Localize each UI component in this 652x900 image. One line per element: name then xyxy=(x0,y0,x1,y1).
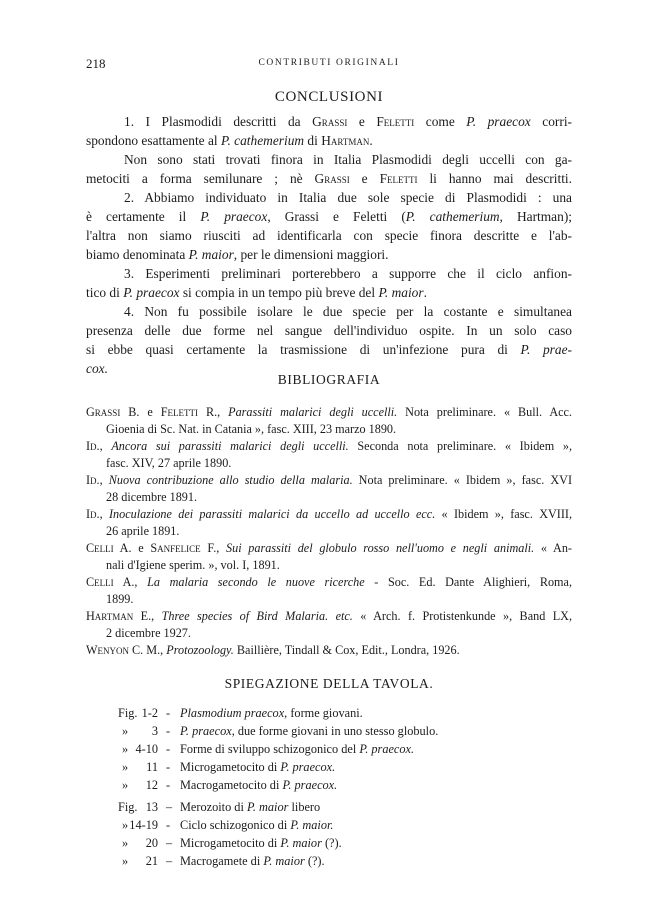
conclusion-line: 2. Abbiamo individuato in Italia due sole specie di Plasmodidi : una xyxy=(124,190,572,205)
conclusions-title: CONCLUSIONI xyxy=(274,89,384,105)
bibliography-entry-cont: fasc. XIV, 27 aprile 1890. xyxy=(106,456,232,470)
figure-mark: » xyxy=(122,742,129,756)
conclusion-line: metociti a forma semilunare ; nè Grassi e Feletti li hanno mai descritti. xyxy=(86,171,572,186)
figure-mark: Fig. xyxy=(118,706,138,720)
conclusion-line: 3. Esperimenti preliminari porterebbero a supporre che il ciclo anfion- xyxy=(124,266,572,281)
figure-number: 4-10 xyxy=(135,742,158,756)
running-header xyxy=(86,56,572,74)
bibliography-entry: Wenyon C. M., Protozoology. Baillière, Tindall & Cox, Edit., Londra, 1926. xyxy=(86,643,460,657)
figure-dash: - xyxy=(166,760,171,774)
conclusion-line: presenza delle due forme nel sangue dell'individuo ospite. In un solo caso xyxy=(86,323,572,338)
figure-number: 21 xyxy=(145,854,158,868)
figure-description: Forme di sviluppo schizogonico del P. praecox. xyxy=(180,742,415,756)
figure-dash: – xyxy=(166,854,173,868)
bibliography-entry: Id., Inoculazione dei parassiti malarici da uccello ad uccello ecc. « Ibidem », fasc. XVIII, xyxy=(86,507,573,521)
conclusion-line: Non sono stati trovati finora in Italia Plasmodidi degli uccelli con ga- xyxy=(124,152,572,167)
figure-mark: » xyxy=(122,854,129,868)
page-number: 218 xyxy=(86,56,106,71)
figure-description: Microgametocito di P. maior (?). xyxy=(180,836,342,850)
figure-number: 3 xyxy=(151,724,158,738)
bibliography-entry: Celli A., La malaria secondo le nuove ricerche - Soc. Ed. Dante Alighieri, Roma, xyxy=(86,575,572,589)
conclusion-line: è certamente il P. praecox, Grassi e Feletti (P. cathemerium, Hartman); xyxy=(86,209,573,224)
figure-number: 1-2 xyxy=(141,706,158,720)
figure-number: 11 xyxy=(146,760,158,774)
figure-mark: Fig. xyxy=(118,800,138,814)
bibliography-entry: Grassi B. e Feletti R., Parassiti malarici degli uccelli. Nota preliminare. « Bull. Acc. xyxy=(86,405,572,419)
bibliography-entry-cont: 1899. xyxy=(106,592,134,606)
figure-description: Macrogametocito di P. praecox. xyxy=(180,778,338,792)
figure-dash: - xyxy=(166,706,171,720)
bibliography-entry-cont: 28 dicembre 1891. xyxy=(106,490,198,504)
figure-dash: - xyxy=(166,742,171,756)
figure-dash: – xyxy=(166,836,173,850)
figure-dash: - xyxy=(166,778,171,792)
figure-description: Macrogamete di P. maior (?). xyxy=(180,854,325,868)
figure-number: 20 xyxy=(145,836,158,850)
conclusion-line: cox. xyxy=(86,361,108,376)
figure-description: Plasmodium praecox, forme giovani. xyxy=(180,706,363,720)
figure-mark: » xyxy=(122,778,129,792)
conclusion-line: 1. I Plasmodidi descritti da Grassi e Feletti come P. praecox corri- xyxy=(124,114,573,129)
figure-dash: - xyxy=(166,724,171,738)
conclusion-line: spondono esattamente al P. cathemerium di Hartman. xyxy=(86,133,373,148)
figure-dash: – xyxy=(166,800,173,814)
figure-dash: - xyxy=(166,818,171,832)
figure-description: Microgametocito di P. praecox. xyxy=(180,760,336,774)
conclusion-line: biamo denominata P. maior, per le dimensioni maggiori. xyxy=(86,247,389,262)
figure-description: P. praecox, due forme giovani in uno stesso globulo. xyxy=(180,724,439,738)
figure-number: 13 xyxy=(145,800,158,814)
bibliography-entry-cont: nali d'Igiene sperim. », vol. I, 1891. xyxy=(106,558,280,572)
figure-mark: » xyxy=(122,836,129,850)
conclusion-line: 4. Non fu possibile isolare le due specie per la costante e simultanea xyxy=(124,304,572,319)
figure-description: Merozoito di P. maior libero xyxy=(180,800,321,814)
bibliography-entry-cont: 2 dicembre 1927. xyxy=(106,626,191,640)
bibliography-entry: Hartman E., Three species of Bird Malaria. etc. « Arch. f. Protistenkunde », Band LX, xyxy=(86,609,572,623)
figure-description: Ciclo schizogonico di P. maior. xyxy=(180,818,334,832)
conclusion-line: l'altra non siamo riusciti ad identificarla con specie finora descritte e l'ab- xyxy=(86,228,572,243)
bibliography-entry-cont: 26 aprile 1891. xyxy=(106,524,180,538)
bibliography-entry-cont: Gioenia di Sc. Nat. in Catania », fasc. XIII, 23 marzo 1890. xyxy=(106,422,397,436)
figure-mark: » xyxy=(122,760,129,774)
bibliography-entry: Id., Nuova contribuzione allo studio della malaria. Nota preliminare. « Ibidem », fasc. XVI xyxy=(86,473,573,487)
conclusion-line: si ebbe quasi certamente la trasmissione di un'infezione pura di P. prae- xyxy=(86,342,572,357)
figure-mark: » xyxy=(122,818,129,832)
figure-number: 12 xyxy=(145,778,158,792)
explanation-title: SPIEGAZIONE DELLA TAVOLA. xyxy=(224,676,434,691)
bibliography-entry: Id., Ancora sui parassiti malarici degli uccelli. Seconda nota preliminare. « Ibidem », xyxy=(86,439,573,453)
running-title: CONTRIBUTI ORIGINALI xyxy=(258,58,400,68)
conclusion-line: tico di P. praecox si compia in un tempo più breve del P. maior. xyxy=(86,285,427,300)
figure-number: 14-19 xyxy=(129,818,158,832)
bibliography-entry: Celli A. e Sanfelice F., Sui parassiti del globulo rosso nell'uomo e negli animali. « An- xyxy=(86,541,572,555)
figure-mark: » xyxy=(122,724,129,738)
bibliography-title: BIBLIOGRAFIA xyxy=(277,372,381,387)
